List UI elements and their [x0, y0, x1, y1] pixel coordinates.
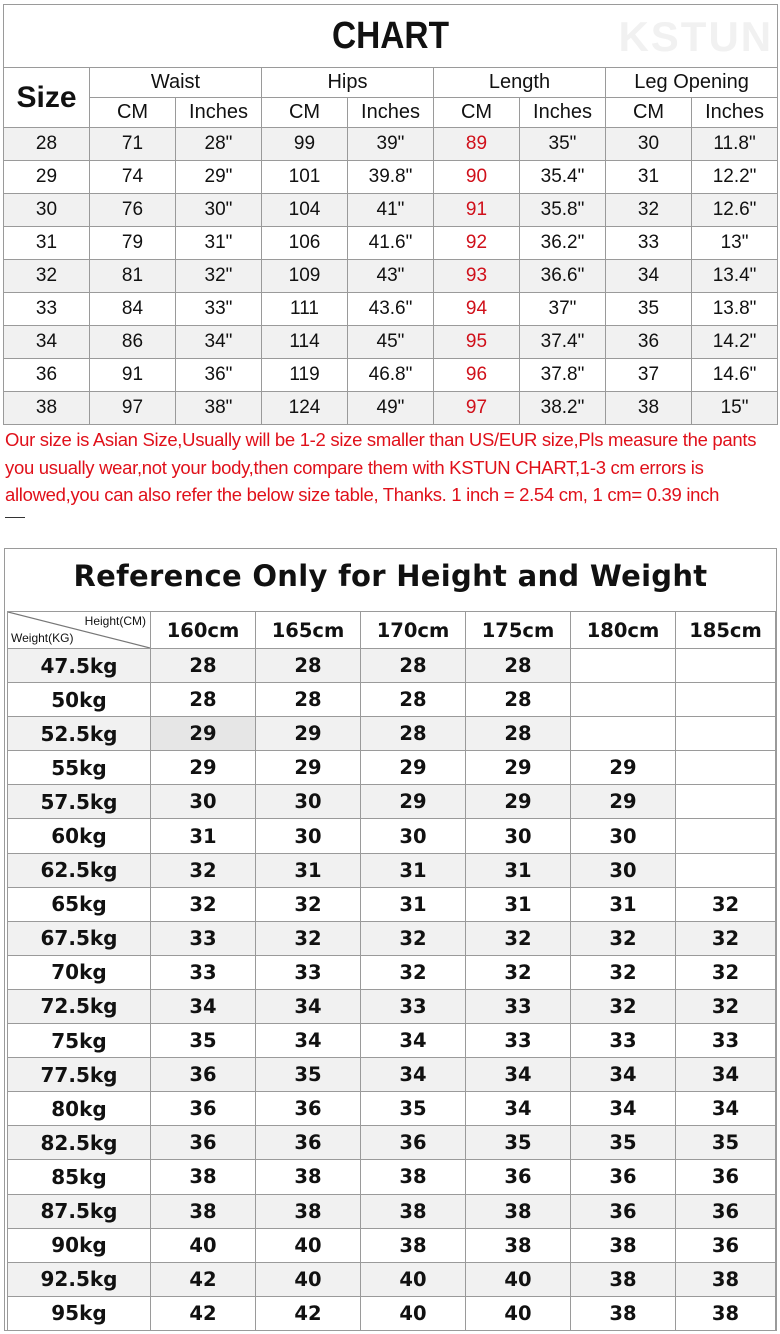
size-cell: 34	[151, 989, 256, 1023]
size-note-line: you usually wear,not your body,then compare them with KSTUN CHART,1-3 cm errors is	[5, 456, 704, 478]
size-cell: 30	[571, 853, 676, 887]
size-cell: 42	[151, 1296, 256, 1330]
size-cell: 30	[571, 819, 676, 853]
size-cell: 32	[571, 989, 676, 1023]
size-cell: 42	[256, 1296, 361, 1330]
size-cell: 29	[361, 785, 466, 819]
measurement-cell: 15"	[692, 392, 778, 425]
size-cell: 36	[676, 1228, 776, 1262]
measurement-cell: 35.4"	[520, 161, 606, 194]
table-row	[4, 392, 778, 425]
size-cell: 36	[151, 1058, 256, 1092]
chart-title	[4, 5, 778, 68]
table-row	[8, 887, 776, 921]
size-cell: 38	[151, 1194, 256, 1228]
size-cell: 31	[4, 227, 90, 260]
size-cell: 29	[151, 751, 256, 785]
size-cell: 38	[256, 1194, 361, 1228]
measurement-cell: 37	[606, 359, 692, 392]
measurement-cell: 36	[606, 326, 692, 359]
size-cell	[676, 683, 776, 717]
table-row	[8, 717, 776, 751]
size-cell: 40	[361, 1262, 466, 1296]
size-cell: 38	[676, 1296, 776, 1330]
size-cell: 35	[676, 1126, 776, 1160]
table-row	[8, 989, 776, 1023]
size-cell: 35	[256, 1058, 361, 1092]
size-cell: 32	[676, 887, 776, 921]
measurement-cell: 28"	[176, 128, 262, 161]
weight-row-header: 85kg	[8, 1160, 151, 1194]
size-cell: 33	[256, 955, 361, 989]
size-cell	[571, 683, 676, 717]
measurement-cell: 33	[606, 227, 692, 260]
divider	[5, 517, 25, 518]
corner-header	[8, 612, 151, 649]
size-cell: 29	[466, 751, 571, 785]
weight-row-header: 77.5kg	[8, 1058, 151, 1092]
weight-row-header: 80kg	[8, 1092, 151, 1126]
size-cell: 36	[676, 1194, 776, 1228]
measurement-cell: 91	[434, 194, 520, 227]
size-cell: 32	[571, 955, 676, 989]
size-cell: 34	[4, 326, 90, 359]
size-cell: 32	[466, 921, 571, 955]
table-row	[4, 194, 778, 227]
measurement-cell: 97	[434, 392, 520, 425]
size-cell: 33	[571, 1024, 676, 1058]
measurement-cell: 32	[606, 194, 692, 227]
measurement-cell: 34"	[176, 326, 262, 359]
size-cell: 40	[151, 1228, 256, 1262]
size-cell: 38	[361, 1194, 466, 1228]
weight-row-header: 67.5kg	[8, 921, 151, 955]
size-cell: 33	[4, 293, 90, 326]
measurement-cell: 11.8"	[692, 128, 778, 161]
weight-row-header: 82.5kg	[8, 1126, 151, 1160]
measurement-cell: 74	[90, 161, 176, 194]
measurement-cell: 92	[434, 227, 520, 260]
size-header: Size	[4, 68, 90, 128]
weight-row-header: 90kg	[8, 1228, 151, 1262]
table-row	[8, 853, 776, 887]
size-cell: 29	[256, 751, 361, 785]
measurement-cell: 43"	[348, 260, 434, 293]
table-row	[4, 128, 778, 161]
weight-row-header: 75kg	[8, 1024, 151, 1058]
reference-panel	[4, 548, 777, 1331]
table-row	[8, 649, 776, 683]
group-header-length: Length	[434, 68, 606, 98]
measurement-cell: 101	[262, 161, 348, 194]
weight-row-header: 87.5kg	[8, 1194, 151, 1228]
size-cell: 32	[466, 955, 571, 989]
measurement-cell: 46.8"	[348, 359, 434, 392]
size-cell: 40	[466, 1262, 571, 1296]
size-cell: 33	[676, 1024, 776, 1058]
size-cell: 28	[466, 683, 571, 717]
size-cell: 32	[256, 921, 361, 955]
size-cell: 28	[466, 649, 571, 683]
measurement-cell: 32"	[176, 260, 262, 293]
measurement-cell: 49"	[348, 392, 434, 425]
size-cell: 32	[361, 955, 466, 989]
size-cell: 32	[676, 989, 776, 1023]
unit-header: Inches	[520, 98, 606, 128]
size-cell: 33	[151, 955, 256, 989]
size-cell: 33	[466, 1024, 571, 1058]
table-row	[8, 1092, 776, 1126]
measurement-cell: 119	[262, 359, 348, 392]
size-cell: 32	[361, 921, 466, 955]
measurement-cell: 36"	[176, 359, 262, 392]
weight-row-header: 60kg	[8, 819, 151, 853]
size-cell: 30	[4, 194, 90, 227]
weight-row-header: 72.5kg	[8, 989, 151, 1023]
measurement-cell: 114	[262, 326, 348, 359]
size-cell	[571, 717, 676, 751]
size-cell: 40	[466, 1296, 571, 1330]
table-row	[8, 683, 776, 717]
weight-row-header: 62.5kg	[8, 853, 151, 887]
measurement-cell: 35.8"	[520, 194, 606, 227]
size-cell: 38	[151, 1160, 256, 1194]
height-column-header: 165cm	[256, 612, 361, 649]
weight-row-header: 70kg	[8, 955, 151, 989]
height-column-header: 180cm	[571, 612, 676, 649]
size-cell	[676, 751, 776, 785]
table-row	[4, 359, 778, 392]
size-cell: 31	[466, 853, 571, 887]
measurement-cell: 109	[262, 260, 348, 293]
weight-row-header: 65kg	[8, 887, 151, 921]
size-cell: 28	[361, 683, 466, 717]
table-row	[8, 1058, 776, 1092]
size-cell: 34	[361, 1058, 466, 1092]
size-cell: 35	[466, 1126, 571, 1160]
size-cell: 38	[256, 1160, 361, 1194]
size-cell: 28	[256, 649, 361, 683]
measurement-cell: 93	[434, 260, 520, 293]
measurement-cell: 14.2"	[692, 326, 778, 359]
measurement-cell: 94	[434, 293, 520, 326]
measurement-cell: 13.4"	[692, 260, 778, 293]
size-cell: 29	[466, 785, 571, 819]
group-header-waist: Waist	[90, 68, 262, 98]
unit-header: CM	[606, 98, 692, 128]
size-cell: 28	[4, 128, 90, 161]
measurement-cell: 79	[90, 227, 176, 260]
table-row	[8, 785, 776, 819]
size-cell: 36	[676, 1160, 776, 1194]
measurement-cell: 31"	[176, 227, 262, 260]
size-cell: 35	[361, 1092, 466, 1126]
size-cell: 32	[151, 887, 256, 921]
measurement-cell: 36.6"	[520, 260, 606, 293]
measurement-cell: 90	[434, 161, 520, 194]
size-cell: 32	[151, 853, 256, 887]
measurement-cell: 99	[262, 128, 348, 161]
table-row	[8, 1194, 776, 1228]
measurement-cell: 35"	[520, 128, 606, 161]
measurement-cell: 71	[90, 128, 176, 161]
unit-header: Inches	[176, 98, 262, 128]
size-cell: 28	[151, 649, 256, 683]
size-cell: 38	[571, 1262, 676, 1296]
table-row	[8, 1024, 776, 1058]
size-cell: 36	[256, 1092, 361, 1126]
size-cell: 38	[571, 1228, 676, 1262]
table-row	[4, 227, 778, 260]
measurement-cell: 96	[434, 359, 520, 392]
measurement-cell: 33"	[176, 293, 262, 326]
measurement-cell: 31	[606, 161, 692, 194]
measurement-cell: 43.6"	[348, 293, 434, 326]
size-note-line: Our size is Asian Size,Usually will be 1-2 size smaller than US/EUR size,Pls measure the pants	[5, 429, 757, 450]
weight-row-header: 57.5kg	[8, 785, 151, 819]
size-cell: 36	[571, 1194, 676, 1228]
measurement-cell: 97	[90, 392, 176, 425]
weight-row-header: 47.5kg	[8, 649, 151, 683]
size-cell: 34	[361, 1024, 466, 1058]
size-cell: 28	[466, 717, 571, 751]
size-cell: 31	[361, 853, 466, 887]
size-cell: 29	[361, 751, 466, 785]
size-cell: 32	[676, 955, 776, 989]
weight-row-header: 52.5kg	[8, 717, 151, 751]
measurement-cell: 37"	[520, 293, 606, 326]
weight-row-header: 50kg	[8, 683, 151, 717]
size-cell: 33	[466, 989, 571, 1023]
size-cell	[676, 649, 776, 683]
size-cell: 34	[571, 1092, 676, 1126]
size-cell: 31	[151, 819, 256, 853]
size-cell: 36	[571, 1160, 676, 1194]
measurement-cell: 38	[606, 392, 692, 425]
size-cell: 31	[571, 887, 676, 921]
measurement-cell: 104	[262, 194, 348, 227]
measurement-cell: 111	[262, 293, 348, 326]
table-row	[8, 1296, 776, 1330]
measurement-cell: 106	[262, 227, 348, 260]
measurement-cell: 95	[434, 326, 520, 359]
size-cell: 28	[361, 717, 466, 751]
size-chart-table	[3, 4, 778, 425]
measurement-cell: 12.6"	[692, 194, 778, 227]
table-row	[8, 921, 776, 955]
measurement-cell: 45"	[348, 326, 434, 359]
size-note	[5, 426, 775, 509]
reference-title: Reference Only for Height and Weight	[73, 559, 708, 593]
size-cell	[676, 853, 776, 887]
measurement-cell: 41.6"	[348, 227, 434, 260]
size-cell: 28	[256, 683, 361, 717]
table-row	[8, 1228, 776, 1262]
unit-header: CM	[434, 98, 520, 128]
height-column-header: 170cm	[361, 612, 466, 649]
size-cell: 40	[361, 1296, 466, 1330]
size-cell	[676, 785, 776, 819]
size-cell: 34	[466, 1058, 571, 1092]
table-row	[4, 293, 778, 326]
size-cell: 30	[256, 819, 361, 853]
size-cell: 34	[466, 1092, 571, 1126]
size-cell: 38	[466, 1194, 571, 1228]
unit-header: CM	[262, 98, 348, 128]
measurement-cell: 13"	[692, 227, 778, 260]
size-cell: 38	[466, 1228, 571, 1262]
group-header-leg-opening: Leg Opening	[606, 68, 778, 98]
size-cell: 31	[466, 887, 571, 921]
measurement-cell: 38"	[176, 392, 262, 425]
size-cell: 35	[571, 1126, 676, 1160]
size-cell: 36	[361, 1126, 466, 1160]
weight-row-header: 92.5kg	[8, 1262, 151, 1296]
size-cell: 29	[571, 751, 676, 785]
measurement-cell: 124	[262, 392, 348, 425]
size-cell: 34	[676, 1092, 776, 1126]
size-cell: 33	[361, 989, 466, 1023]
measurement-cell: 35	[606, 293, 692, 326]
measurement-cell: 76	[90, 194, 176, 227]
size-cell: 38	[4, 392, 90, 425]
size-cell: 40	[256, 1262, 361, 1296]
size-cell: 29	[571, 785, 676, 819]
size-cell: 36	[4, 359, 90, 392]
size-cell: 32	[676, 921, 776, 955]
table-row	[4, 260, 778, 293]
measurement-cell: 89	[434, 128, 520, 161]
measurement-cell: 36.2"	[520, 227, 606, 260]
measurement-cell: 14.6"	[692, 359, 778, 392]
reference-table	[7, 611, 776, 1331]
table-row	[4, 161, 778, 194]
size-cell: 30	[466, 819, 571, 853]
measurement-cell: 12.2"	[692, 161, 778, 194]
size-cell: 30	[256, 785, 361, 819]
measurement-cell: 91	[90, 359, 176, 392]
size-cell: 35	[151, 1024, 256, 1058]
table-row	[8, 819, 776, 853]
size-cell: 34	[256, 989, 361, 1023]
size-cell: 30	[361, 819, 466, 853]
size-cell: 36	[466, 1160, 571, 1194]
size-cell: 29	[256, 717, 361, 751]
measurement-cell: 30	[606, 128, 692, 161]
size-cell: 36	[151, 1126, 256, 1160]
height-column-header: 160cm	[151, 612, 256, 649]
size-cell: 33	[151, 921, 256, 955]
measurement-cell: 38.2"	[520, 392, 606, 425]
unit-header: Inches	[348, 98, 434, 128]
size-cell: 28	[361, 649, 466, 683]
size-cell	[571, 649, 676, 683]
table-row	[8, 1262, 776, 1296]
size-cell	[676, 819, 776, 853]
size-cell: 29	[151, 717, 256, 751]
table-row	[8, 1126, 776, 1160]
chart-title-text: CHART	[332, 14, 450, 57]
measurement-cell: 13.8"	[692, 293, 778, 326]
measurement-cell: 39"	[348, 128, 434, 161]
size-cell: 34	[571, 1058, 676, 1092]
measurement-cell: 86	[90, 326, 176, 359]
measurement-cell: 30"	[176, 194, 262, 227]
measurement-cell: 41"	[348, 194, 434, 227]
table-row	[8, 751, 776, 785]
measurement-cell: 29"	[176, 161, 262, 194]
height-axis-label: Height(CM)	[84, 614, 146, 628]
size-cell: 29	[4, 161, 90, 194]
size-cell: 36	[151, 1092, 256, 1126]
size-cell: 40	[256, 1228, 361, 1262]
size-cell: 32	[256, 887, 361, 921]
size-cell	[676, 717, 776, 751]
table-row	[8, 955, 776, 989]
size-cell: 38	[361, 1228, 466, 1262]
size-cell: 30	[151, 785, 256, 819]
unit-header: Inches	[692, 98, 778, 128]
size-cell: 38	[676, 1262, 776, 1296]
size-cell: 36	[256, 1126, 361, 1160]
weight-axis-label: Weight(KG)	[11, 631, 74, 645]
size-cell: 28	[151, 683, 256, 717]
size-cell: 42	[151, 1262, 256, 1296]
table-row	[4, 326, 778, 359]
size-cell: 31	[256, 853, 361, 887]
size-cell: 34	[256, 1024, 361, 1058]
measurement-cell: 34	[606, 260, 692, 293]
size-cell: 38	[571, 1296, 676, 1330]
table-row	[8, 1160, 776, 1194]
brand-watermark: KSTUN	[618, 13, 774, 60]
unit-header: CM	[90, 98, 176, 128]
size-cell: 32	[571, 921, 676, 955]
measurement-cell: 37.4"	[520, 326, 606, 359]
size-cell: 31	[361, 887, 466, 921]
weight-row-header: 55kg	[8, 751, 151, 785]
size-cell: 34	[676, 1058, 776, 1092]
weight-row-header: 95kg	[8, 1296, 151, 1330]
height-column-header: 175cm	[466, 612, 571, 649]
size-note-line: allowed,you can also refer the below size table, Thanks. 1 inch = 2.54 cm, 1 cm= 0.39 inch	[5, 484, 720, 505]
measurement-cell: 81	[90, 260, 176, 293]
measurement-cell: 39.8"	[348, 161, 434, 194]
measurement-cell: 37.8"	[520, 359, 606, 392]
height-column-header: 185cm	[676, 612, 776, 649]
group-header-hips: Hips	[262, 68, 434, 98]
size-cell: 32	[4, 260, 90, 293]
size-cell: 38	[361, 1160, 466, 1194]
measurement-cell: 84	[90, 293, 176, 326]
